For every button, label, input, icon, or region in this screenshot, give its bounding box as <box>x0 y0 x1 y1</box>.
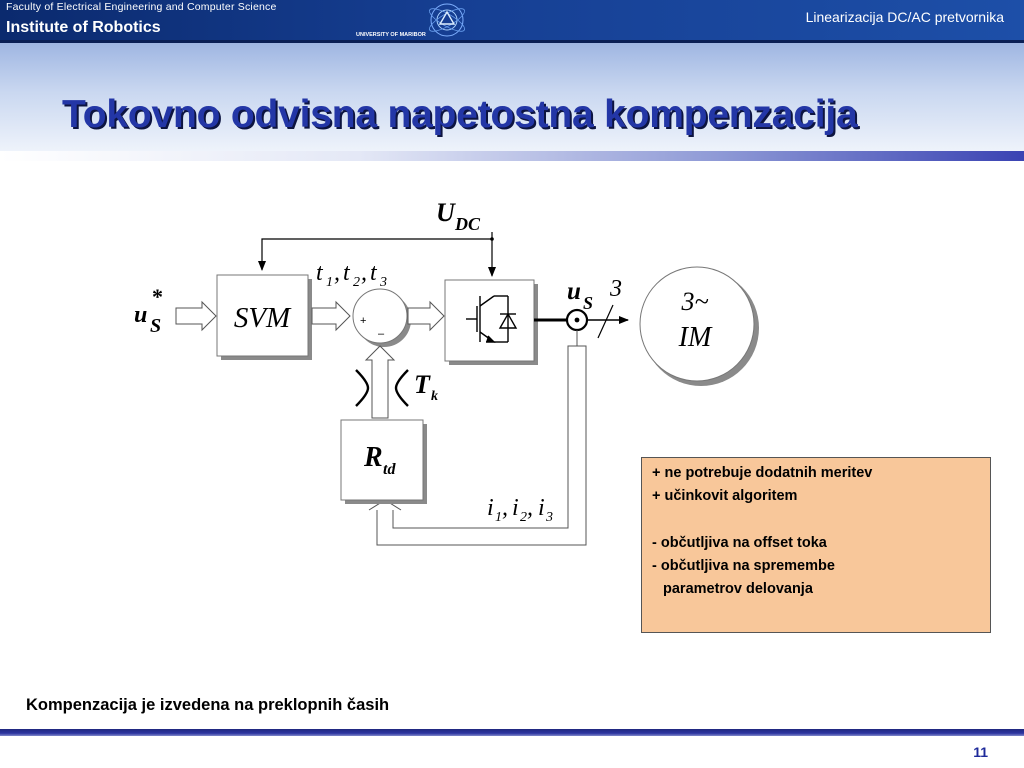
university-name: UNIVERSITY OF MARIBOR <box>356 32 426 38</box>
rtd-to-sum-arrow <box>366 346 394 418</box>
svm-to-sum-arrow <box>312 302 350 330</box>
note-text: učinkovit algoritem <box>664 488 798 504</box>
tk-label: Tk <box>414 370 438 404</box>
note-sign: + <box>652 465 661 481</box>
current-sensor-icon <box>567 310 587 330</box>
note-sign: - <box>652 535 657 551</box>
note-drawback-1 <box>652 532 984 555</box>
note-sign: - <box>652 558 657 574</box>
left-bracket <box>356 370 368 406</box>
input-hollow-arrow <box>176 302 216 330</box>
phase-count-label: 3 <box>610 276 622 302</box>
faculty-name: Faculty of Electrical Engineering and Computer Science <box>6 1 277 13</box>
notes-box <box>641 457 991 633</box>
svm-label: SVM <box>233 302 291 334</box>
output-voltage-label: u S <box>567 278 594 313</box>
note-drawback-2 <box>652 555 984 578</box>
phase-currents-label: i1, i2, i3 <box>487 495 553 525</box>
right-bracket <box>396 370 408 406</box>
note-drawback-2-continued <box>652 578 984 601</box>
sum-minus-sign: – <box>378 328 385 340</box>
section-title: Linearizacija DC/AC pretvornika <box>805 9 1004 25</box>
institute-name: Institute of Robotics <box>6 19 161 36</box>
input-label: u S* <box>134 284 163 337</box>
note-sign: + <box>652 488 661 504</box>
note-advantage-1 <box>652 462 984 485</box>
note-text: parametrov delovanja <box>663 581 813 597</box>
switching-times-label: t 1, t 2, t 3 <box>316 260 387 290</box>
note-text: občutljiva na spremembe <box>660 558 835 574</box>
dc-link-signal <box>262 232 494 276</box>
motor-label-line1: 3~ <box>681 287 709 316</box>
motor-label-line2: IM <box>678 322 712 353</box>
inverter-block <box>445 280 538 365</box>
note-advantage-2 <box>652 485 984 508</box>
slide-title: Tokovno odvisna napetostna kompenzacija <box>62 93 858 136</box>
sum-plus-sign: + <box>360 315 367 327</box>
rtd-label: Rtd <box>364 442 396 478</box>
note-text: ne potrebuje dodatnih meritev <box>664 465 873 481</box>
footer-bar <box>0 729 1024 736</box>
page-number: 11 <box>973 744 988 760</box>
note-text: občutljiva na offset toka <box>660 535 827 551</box>
dc-voltage-label: UDC <box>436 198 481 234</box>
sum-to-inverter-arrow <box>408 302 444 330</box>
footer-caption: Kompenzacija je izvedena na preklopnih časih <box>26 696 390 714</box>
